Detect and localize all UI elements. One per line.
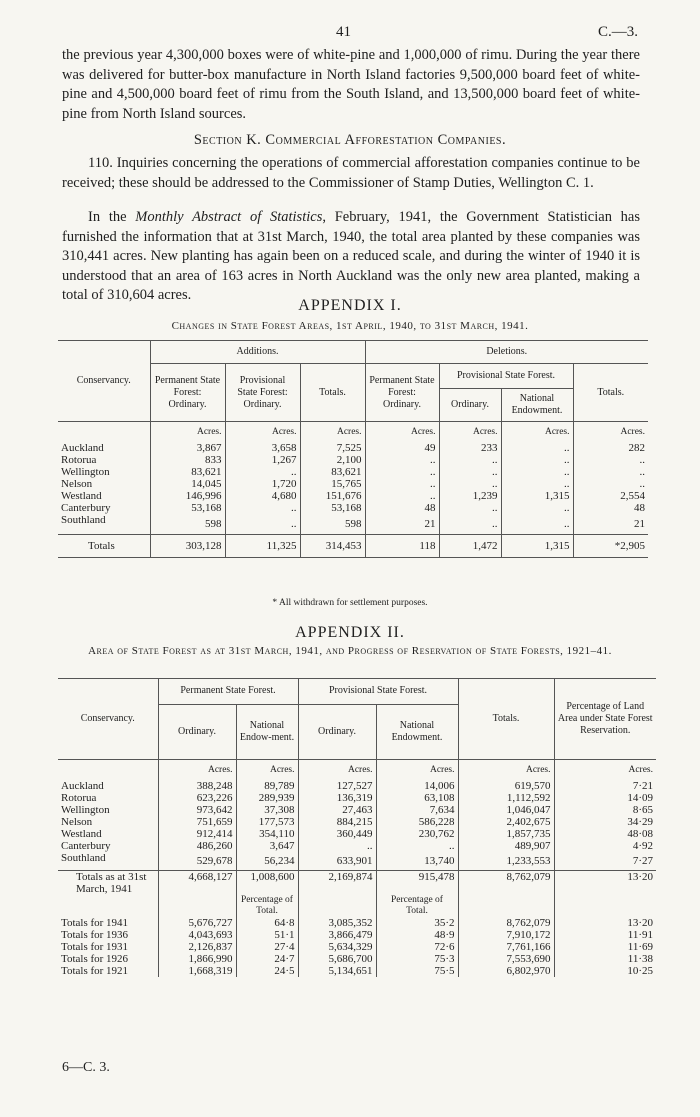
a1-unit: Acres. — [501, 422, 573, 443]
a1-h-del-prov: Provisional State Forest. — [439, 364, 573, 389]
table-row: Auckland 3,867 3,658 7,525 49 233 .. 282 — [58, 442, 648, 454]
table-row: Canterbury 486,260 3,647 .. .. 489,907 4·92 — [58, 840, 656, 852]
table-row: Totals for 1931 2,126,837 27·4 5,634,329 72·6 7,761,166 11·69 — [58, 941, 656, 953]
appendix2-subtitle: Area of State Forest as at 31st March, 1941, and Progress of Reservation of State Forests, 1921–41. — [88, 645, 612, 657]
table-row: Wellington 973,642 37,308 27,463 7,634 1,046,047 8·65 — [58, 804, 656, 816]
table-row: Southland 598 .. 598 21 .. .. 21 — [58, 514, 648, 535]
a2-h-prov-nat: National Endowment. — [376, 704, 458, 759]
a1-unit: Acres. — [439, 422, 501, 443]
a1-h-totals: Totals. — [300, 364, 365, 422]
a1-h-additions: Additions. — [150, 341, 365, 364]
appendix1-footnote: * All withdrawn for settlement purposes. — [272, 598, 428, 608]
appendix2-table — [58, 678, 656, 977]
paragraph-inquiries: 110. Inquiries concerning the operations of commercial afforestation companies continue to be received; these should be addressed to the Commissioner of Stamp Duties, Wellington C. 1. — [62, 155, 640, 191]
document-ref: C.—3. — [598, 24, 639, 40]
a2-h-nat-end: National Endow-ment. — [236, 704, 298, 759]
a1-h-deletions: Deletions. — [365, 341, 648, 364]
paragraph-statistics: In the Monthly Abstract of Statistics, February, 1941, the Government Statistician has furnished the information that at 31st March, 1940, the total area planted by these companies was 310,441 acres. New planting has again been on a reduced scale, and during the winter of 1940 it is understood that an area of 163 acres in North Auckland was the only new area planted, making a total of 310,604 acres. — [62, 209, 641, 303]
table-row: Totals for 1936 4,043,693 51·1 3,866,479 48·9 7,910,172 11·91 — [58, 929, 656, 941]
appendix1-subtitle: Changes in State Forest Areas, 1st April, 1940, to 31st March, 1941. — [171, 320, 529, 332]
footer-signature: 6—C. 3. — [62, 1060, 110, 1075]
a2-unit: Acres. — [376, 760, 458, 781]
italic-title: Monthly Abstract of Statistics — [135, 209, 323, 225]
a1-h-del-ord: Ordinary. — [439, 389, 501, 422]
a2-h-ordinary: Ordinary. — [158, 704, 236, 759]
table-row: Wellington 83,621 .. 83,621 .. .. .. .. — [58, 466, 648, 478]
a2-unit: Acres. — [458, 760, 554, 781]
table-row: Auckland 388,248 89,789 127,527 14,006 619,570 7·21 — [58, 780, 656, 792]
table-row: Westland 912,414 354,110 360,449 230,762 1,857,735 48·08 — [58, 828, 656, 840]
table-row: Westland 146,996 4,680 151,676 .. 1,239 1,315 2,554 — [58, 490, 648, 502]
a1-unit: Acres. — [225, 422, 300, 443]
table-row: Totals for 1921 1,668,319 24·5 5,134,651 75·5 6,802,970 10·25 — [58, 965, 656, 977]
a1-h-conservancy: Conservancy. — [58, 341, 150, 422]
table-row: Southland 529,678 56,234 633,901 13,740 1,233,553 7·27 — [58, 852, 656, 871]
section-heading: Section K. Commercial Afforestation Companies. — [193, 132, 507, 148]
a1-unit: Acres. — [365, 422, 439, 443]
a2-unit: Acres. — [554, 760, 656, 781]
table-totals-row: Totals as at 31st March, 1941 4,668,127 1,008,600 2,169,874 915,478 8,762,079 13·20 — [58, 871, 656, 896]
a1-unit: Acres. — [573, 422, 648, 443]
a1-unit: Acres. — [150, 422, 225, 443]
a1-h-del-nat: National Endowment. — [501, 389, 573, 422]
a2-unit: Acres. — [298, 760, 376, 781]
table-row: Totals for 1941 5,676,727 64·8 3,085,352 35·2 8,762,079 13·20 — [58, 917, 656, 929]
a2-h-perm: Permanent State Forest. — [158, 679, 298, 705]
a2-pct-total-label: Percentage of Total. — [236, 895, 298, 917]
a2-h-prov: Provisional State Forest. — [298, 679, 458, 705]
paragraph-butter-box: the previous year 4,300,000 boxes were of white-pine and 1,000,000 of rimu. During the year there was delivered for butter-box manufacture in North Island factories 9,500,000 board feet of white-pine and 4,500,000 board feet of rimu from the South Island, and 13,500,000 board feet of white-pine from North Island sources. — [62, 47, 640, 122]
table-row: Rotorua 833 1,267 2,100 .. .. .. .. — [58, 454, 648, 466]
table-row: Rotorua 623,226 289,939 136,319 63,108 1,112,592 14·09 — [58, 792, 656, 804]
table-totals-row: Totals 303,128 11,325 314,453 118 1,472 1,315 *2,905 — [58, 535, 648, 558]
a1-h-perm: Permanent State Forest: Ordinary. — [150, 364, 225, 422]
a2-h-conservancy: Conservancy. — [58, 679, 158, 760]
a2-h-prov-ord: Ordinary. — [298, 704, 376, 759]
a1-h-del-perm: Permanent State Forest: Ordinary. — [365, 364, 439, 422]
page-number: 41 — [336, 24, 351, 40]
table-row: Totals for 1926 1,866,990 24·7 5,686,700 75·3 7,553,690 11·38 — [58, 953, 656, 965]
appendix1-title: APPENDIX I. — [298, 297, 402, 314]
a2-pct-total-label: Percentage of Total. — [376, 895, 458, 917]
a2-h-pct: Percentage of Land Area under State Forest Reservation. — [554, 679, 656, 760]
a2-unit: Acres. — [158, 760, 236, 781]
a1-h-del-totals: Totals. — [573, 364, 648, 422]
a2-h-totals: Totals. — [458, 679, 554, 760]
a2-unit: Acres. — [236, 760, 298, 781]
table-row: Nelson 751,659 177,573 884,215 586,228 2,402,675 34·29 — [58, 816, 656, 828]
a1-h-prov: Provisional State Forest: Ordinary. — [225, 364, 300, 422]
table-row: Canterbury 53,168 .. 53,168 48 .. .. 48 — [58, 502, 648, 514]
table-row: Nelson 14,045 1,720 15,765 .. .. .. .. — [58, 478, 648, 490]
appendix1-table — [58, 340, 648, 558]
a1-unit: Acres. — [300, 422, 365, 443]
appendix2-title: APPENDIX II. — [295, 624, 405, 641]
